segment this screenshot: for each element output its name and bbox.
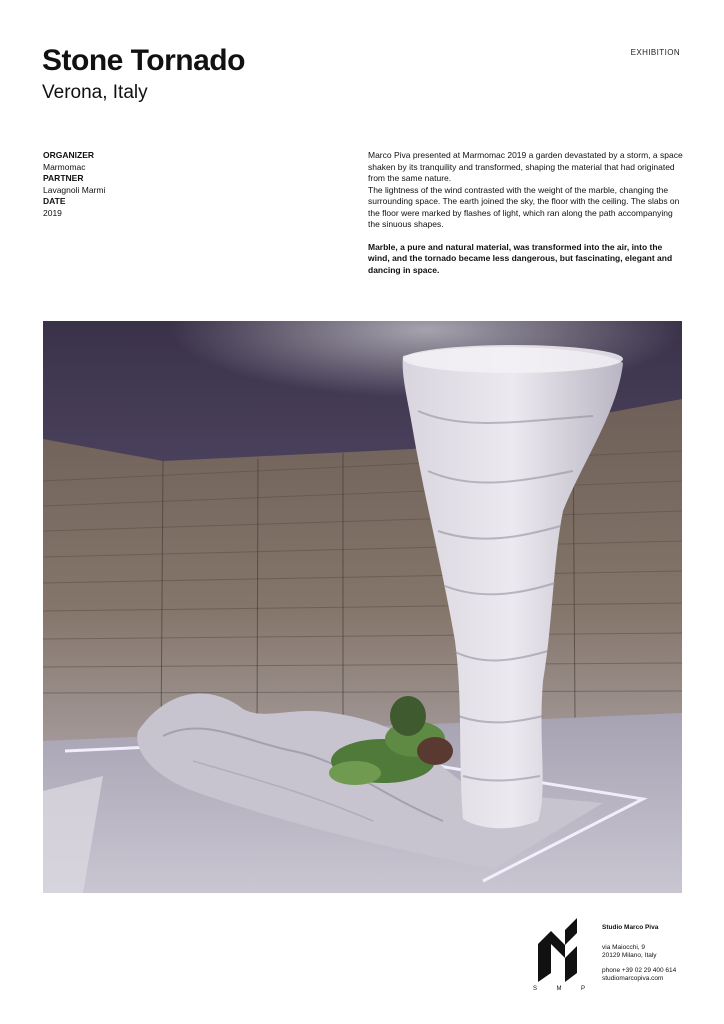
organizer-label: ORGANIZER: [43, 150, 94, 160]
phone-number: phone +39 02 29 400 614: [602, 966, 677, 974]
partner-label: PARTNER: [43, 173, 84, 183]
organizer-value: Marmomac: [43, 161, 86, 172]
logo-letters: [533, 986, 585, 992]
page-title: Stone Tornado: [42, 44, 245, 77]
smp-logo: [535, 918, 581, 982]
description-paragraph-1: Marco Piva presented at Marmomac 2019 a garden devastated by a storm, a space shaken by its tranquility and transformed, shaping the material that had originated from the same nature.: [368, 150, 683, 183]
location-subtitle: Verona, Italy: [42, 82, 148, 103]
partner-value: Lavagnoli Marmi: [43, 184, 106, 195]
logo-letter-s: S: [533, 986, 538, 992]
studio-contact: [602, 924, 676, 984]
project-photo: [43, 321, 682, 893]
description-highlight: Marble, a pure and natural material, was transformed into the air, into the wind, and the tornado became less dangerous, but fascinating, elegant and dancing in space.: [368, 241, 673, 275]
studio-name: Studio Marco Piva: [602, 924, 659, 931]
date-label: DATE: [43, 196, 66, 206]
address-line-2: 20129 Milano, Italy: [602, 952, 657, 959]
website-link[interactable]: studiomarcopiva.com: [602, 975, 664, 982]
date-value: 2019: [43, 207, 62, 218]
project-meta: [43, 150, 105, 219]
project-photo-illustration: [43, 321, 682, 893]
project-description: [368, 150, 683, 276]
logo-letter-p: P: [580, 986, 585, 992]
address-line-1: via Maiocchi, 9: [602, 943, 645, 951]
description-paragraph-2: The lightness of the wind contrasted with the weight of the marble, changing the surrounding space. The earth joined the sky, the floor with the ceiling. The slabs on the floor were marked by flashes of light, which ran along the path accompanying the sinuous shapes.: [368, 184, 680, 229]
category-label: EXHIBITION: [630, 48, 680, 57]
logo-letter-m: M: [556, 986, 562, 992]
